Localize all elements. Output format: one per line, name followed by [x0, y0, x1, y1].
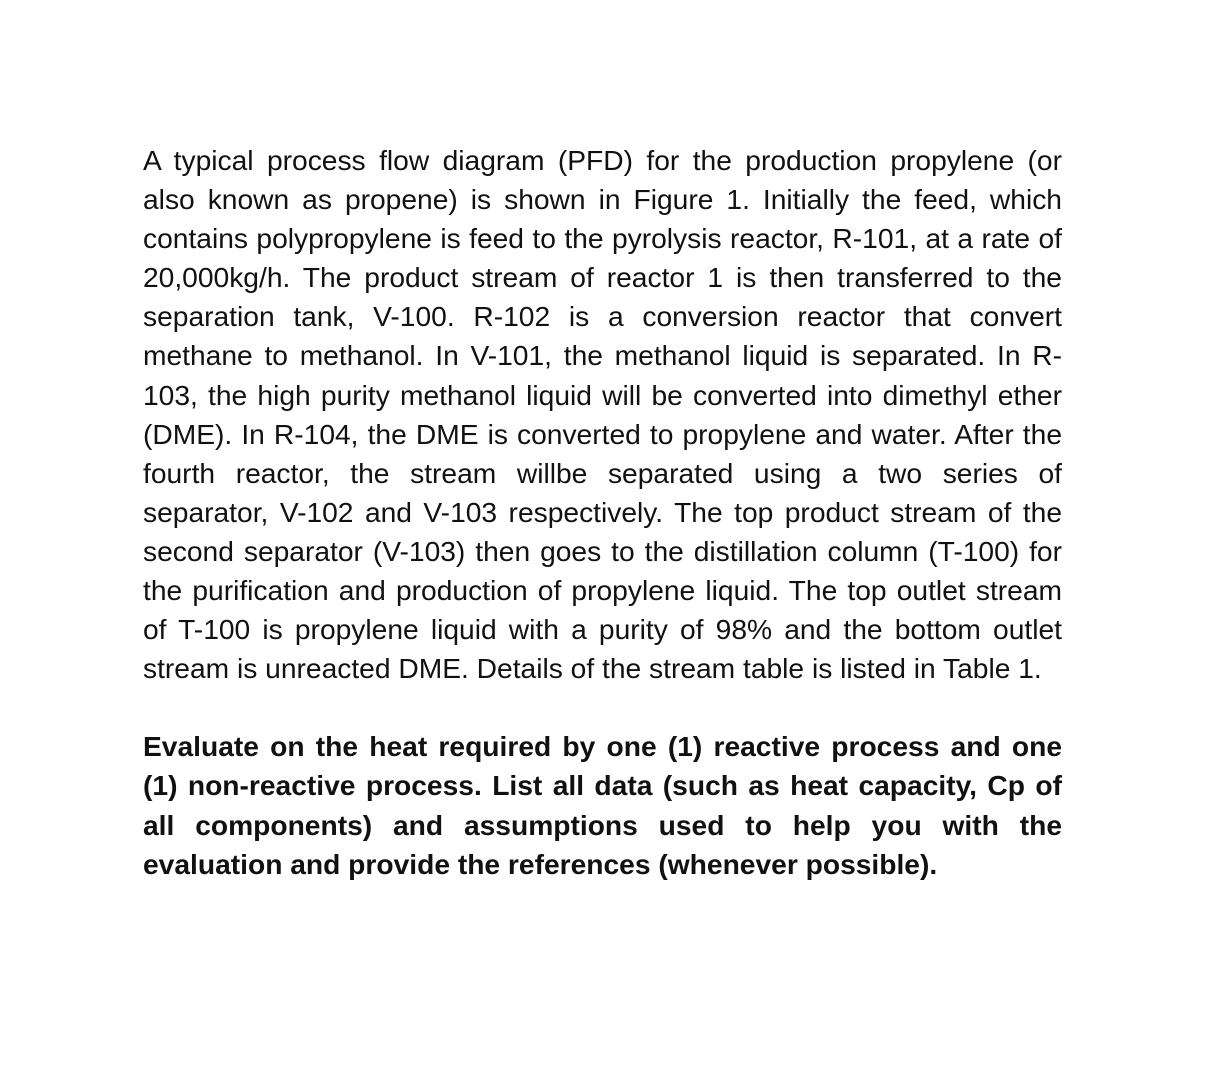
document-page: [143, 141, 1062, 884]
question-paragraph: Evaluate on the heat required by one (1) reactive process and one (1) non-reactive process. List all data (such as heat capacity, Cp of all components) and assumptions used to help you with the evaluation and provide the references (whenever possible).: [143, 730, 1062, 880]
intro-paragraph: A typical process flow diagram (PFD) for the production propylene (or also known as propene) is shown in Figure 1. Initially the feed, which contains polypropylene is feed to the pyrolysis reactor, R-101, at a rate of 20,000kg/h. The product stream of reactor 1 is then transferred to the separation tank, V-100. R-102 is a conversion reactor that convert methane to methanol. In V-101, the methanol liquid is separated. In R-103, the high purity methanol liquid will be converted into dimethyl ether (DME). In R-104, the DME is converted to propylene and water. After the fourth reactor, the stream willbe separated using a two series of separator, V-102 and V-103 respectively. The top product stream of the second separator (V-103) then goes to the distillation column (T-100) for the purification and production of propylene liquid. The top outlet stream of T-100 is propylene liquid with a purity of 98% and the bottom outlet stream is unreacted DME. Details of the stream table is listed in Table 1.: [143, 144, 1062, 685]
